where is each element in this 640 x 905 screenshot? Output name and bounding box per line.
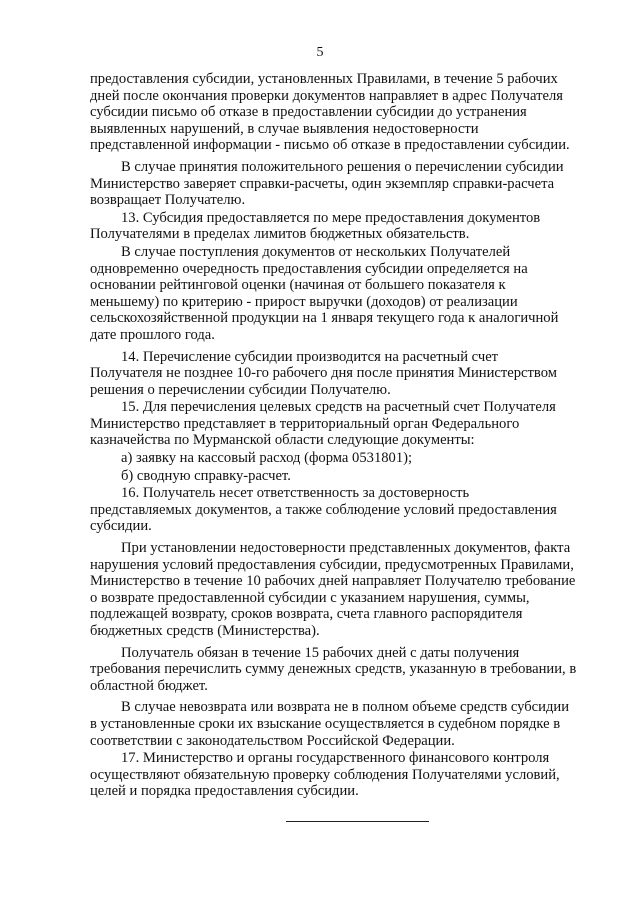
paragraph-item-16: 16. Получатель несет ответственность за достоверность представляемых документов, а также соблюдение условий предоставления субсидии. (90, 485, 557, 535)
document-body (90, 71, 597, 800)
list-item-a: а) заявку на кассовый расход (форма 0531801); (121, 450, 413, 467)
paragraph-item-17: 17. Министерство и органы государственного финансового контроля осуществляют обязательную проверку соблюдения Получателями условий, целей и порядка предоставления субсидии. (90, 750, 560, 800)
list-item-b: б) сводную справку-расчет. (121, 467, 291, 484)
paragraph-item-13: 13. Субсидия предоставляется по мере предоставления документов Получателями в пределах лимитов бюджетных обязательств. (90, 209, 541, 243)
paragraph-positive-decision: В случае принятия положительного решения о перечислении субсидии Министерство заверяет справки-расчеты, один экземпляр справки-расчета возвращает Получателю. (90, 158, 564, 209)
paragraph-violation-requirement: При установлении недостоверности представленных документов, факта нарушения условий предоставления субсидии, предусмотренных Правилами, Министерство в течение 10 рабочих дней направляет Получателю требование о возврате предоставленной субсидии с указанием нарушения, суммы, подлежащей возврату, сроков возврата, счета главного распорядителя бюджетных средств (Министерства). (90, 540, 576, 639)
closing-divider (286, 821, 429, 822)
paragraph-refusal-letter: предоставления субсидии, установленных Правилами, в течение 5 рабочих дней после окончания проверки документов направляет в адрес Получателя субсидии письмо об отказе в предоставлении субсидии до устранения выявленных нарушений, в случае выявления недостоверности представленной информации - письмо об отказе в предоставлении субсидии. (90, 71, 570, 154)
paragraph-return-obligation: Получатель обязан в течение 15 рабочих дней с даты получения требования перечислить сумму денежных средств, указанную в требовании, в областной бюджет. (90, 644, 577, 694)
paragraph-judicial-recovery: В случае невозврата или возврата не в полном объеме средств субсидии в установленные сроки их взыскание осуществляется в судебном порядке в соответствии с законодательством Российской Федерации. (90, 699, 570, 749)
paragraph-item-15: 15. Для перечисления целевых средств на расчетный счет Получателя Министерство представляет в территориальный орган Федерального казначейства по Мурманской области следующие документы: (90, 399, 556, 449)
paragraph-priority-rating: В случае поступления документов от нескольких Получателей одновременно очередность предоставления субсидии определяется на основании рейтинговой оценки (начиная от большего показателя к меньшему) по критерию - прирост выручки (доходов) от реализации сельскохозяйственной продукции на 1 января текущего года к аналогичной дате прошлого года. (90, 243, 559, 343)
page-number: 5 (316, 45, 324, 60)
paragraph-item-14: 14. Перечисление субсидии производится на расчетный счет Получателя не позднее 10-го рабочего дня после принятия Министерством решения о перечислении субсидии Получателю. (90, 348, 557, 398)
